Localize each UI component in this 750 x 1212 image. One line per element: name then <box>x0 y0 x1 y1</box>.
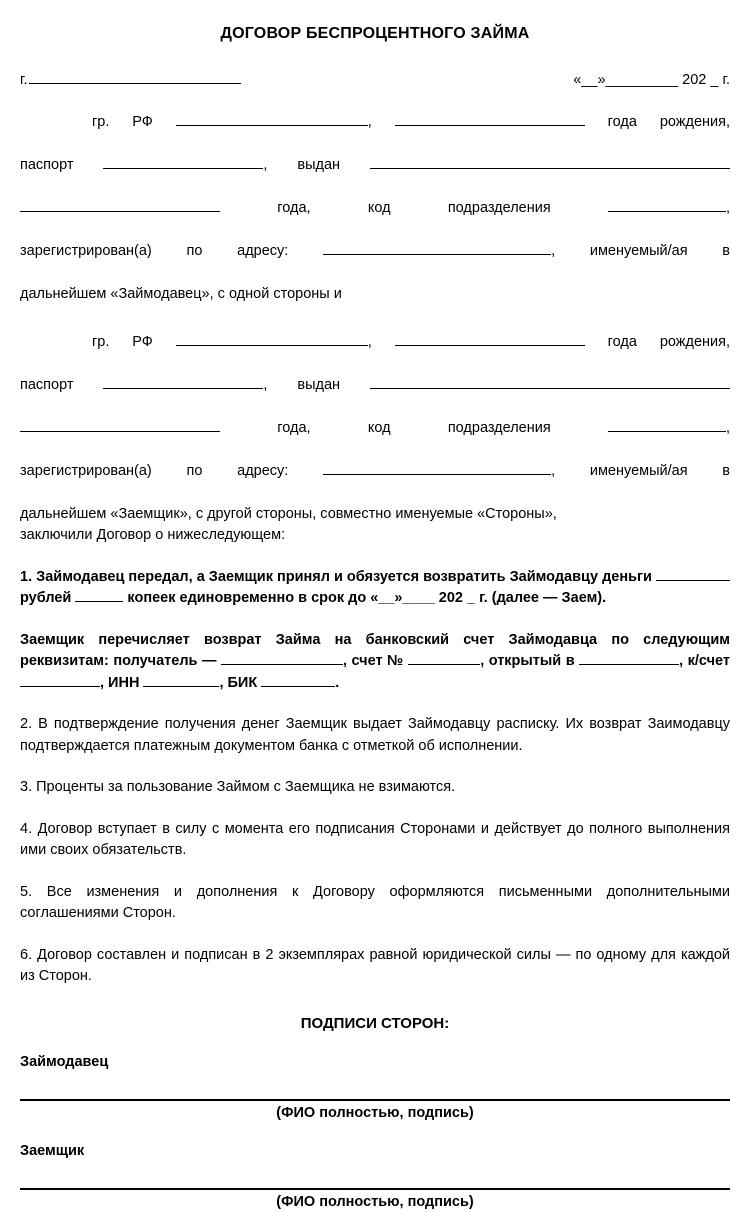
borrower-year-label: года, <box>277 419 311 436</box>
clause-1-kop-label: копеек <box>127 590 176 606</box>
bank-name-blank[interactable] <box>579 653 679 665</box>
bank-corr-account-blank[interactable] <box>20 675 100 687</box>
lender-name-line: гр. РФ , года рождения, <box>92 114 731 130</box>
lender-department-code-label: код подразделения <box>367 200 551 216</box>
borrower-passport-blank[interactable] <box>103 377 263 389</box>
clause-1-rub-label: рублей <box>20 590 72 606</box>
borrower-conclusion-line: заключили Договор о нижеследующем: <box>20 527 286 543</box>
borrower-issuer-blank[interactable] <box>370 377 730 389</box>
bank-recipient-label: реквизитам: получатель — <box>20 653 217 669</box>
page-title: ДОГОВОР БЕСПРОЦЕНТНОГО ЗАЙМА <box>220 25 530 42</box>
place-label: г. <box>20 72 28 88</box>
bank-recipient-blank[interactable] <box>221 653 343 665</box>
signature-borrower-label: Заемщик <box>20 1142 85 1159</box>
clause-4: 4. Договор вступает в силу с момента его подписания Сторонами и действует до полного выполнения ими своих обязательств. <box>20 820 730 858</box>
borrower-passport-label: паспорт <box>20 376 74 393</box>
borrower-passport-line: паспорт , выдан <box>20 375 730 418</box>
lender-passport-line: паспорт , выдан <box>20 155 730 198</box>
borrower-issued-label: выдан <box>297 376 341 393</box>
lender-year-label: года, <box>277 200 311 216</box>
loan-kopeks-blank[interactable] <box>75 590 123 602</box>
borrower-department-code-blank[interactable] <box>608 420 726 432</box>
borrower-citizen-prefix: гр. РФ <box>92 333 153 350</box>
lender-department-code-blank[interactable] <box>608 200 726 212</box>
loan-rubles-blank[interactable] <box>656 569 730 581</box>
bank-bik-blank[interactable] <box>261 675 335 687</box>
borrower-fullname-blank[interactable] <box>176 334 368 346</box>
lender-birth-suffix: года рождения, <box>607 114 731 130</box>
borrower-name-line: гр. РФ , года рождения, <box>92 333 731 350</box>
lender-registered-label: зарегистрирован(а) по адресу: <box>20 243 289 259</box>
borrower-birthdate-blank[interactable] <box>395 334 585 346</box>
header-row <box>20 70 730 90</box>
lender-code-line: года, код подразделения , <box>20 198 730 241</box>
bank-account-blank[interactable] <box>408 653 480 665</box>
borrower-details-block <box>20 332 730 547</box>
borrower-address-line: зарегистрирован(а) по адресу: , именуемый/ая в <box>20 462 731 479</box>
clause-bank-details: Заемщик перечисляет возврат Займа на банковский счет Займодавца по следующим реквизитам: получатель — , счет № , открытый в , к/счет , ИНН , БИК . <box>20 631 731 691</box>
bank-intro: Заемщик перечисляет возврат Займа на банковский счет Займодавца по следующим <box>20 631 730 648</box>
clause-2: 2. В подтверждение получения денег Заемщик выдает Займодавцу расписку. Их возврат Заимодавцу подтверждается платежным документом банка с отметкой об исполнении. <box>20 716 730 754</box>
borrower-role-line: дальнейшем «Заемщик», с другой стороны, совместно именуемые «Стороны», <box>20 505 557 522</box>
clause-1-money-label: деньги <box>602 568 652 585</box>
clause-1-intro: 1. Займодавец передал, а Заемщик принял и обязуется возвратить Займодавцу <box>20 568 599 585</box>
lender-address-line: зарегистрирован(а) по адресу: , именуемый/ая в <box>20 243 731 259</box>
lender-named-label: именуемый/ая в <box>589 243 731 259</box>
borrower-named-label: именуемый/ая в <box>589 462 731 479</box>
clause-1-term-label: единовременно в срок до <box>179 590 367 606</box>
borrower-code-line: года, код подразделения , <box>20 418 730 461</box>
lender-fullname-blank[interactable] <box>176 114 368 126</box>
clause-6: 6. Договор составлен и подписан в 2 экземплярах равной юридической силы — по одному для каждой из Сторон. <box>20 946 730 984</box>
lender-role-line: дальнейшем «Займодавец», с одной стороны и <box>20 286 342 302</box>
lender-details-block <box>20 112 730 306</box>
borrower-birth-suffix: года рождения, <box>607 333 731 350</box>
bank-bik-label: , БИК <box>219 674 258 691</box>
bank-open-label: , открытый в <box>480 653 575 669</box>
borrower-address-blank[interactable] <box>323 463 551 475</box>
borrower-department-code-label: код подразделения <box>367 419 551 436</box>
lender-passport-blank[interactable] <box>103 157 263 169</box>
borrower-issue-year-blank[interactable] <box>20 420 220 432</box>
bank-account-label: , счет № <box>342 653 404 669</box>
lender-passport-label: паспорт <box>20 157 74 173</box>
clause-1-tail: (далее — Заем). <box>491 590 607 606</box>
lender-issued-label: выдан <box>297 157 341 173</box>
clause-5: 5. Все изменения и дополнения к Договору оформляются письменными дополнительными соглашениями Сторон. <box>20 883 730 921</box>
bank-end-period: . <box>335 674 340 691</box>
bank-inn-label: , ИНН <box>100 674 140 691</box>
bank-inn-blank[interactable] <box>143 675 219 687</box>
bank-corr-label: к/счет <box>687 653 731 669</box>
lender-issue-year-blank[interactable] <box>20 200 220 212</box>
lender-citizen-prefix: гр. РФ <box>92 114 153 130</box>
clause-1 <box>20 567 730 610</box>
date-field[interactable]: «__»_________ 202 _ г. <box>573 72 730 88</box>
signature-lender-label: Займодавец <box>20 1053 109 1070</box>
signature-borrower-line[interactable] <box>20 1188 730 1190</box>
signature-borrower-caption: (ФИО полностью, подпись) <box>276 1193 474 1210</box>
place-field <box>20 70 241 90</box>
loan-due-date[interactable]: «__»____ 202 _ г. <box>370 590 488 606</box>
lender-issuer-blank[interactable] <box>370 157 730 169</box>
borrower-registered-label: зарегистрирован(а) по адресу: <box>20 462 289 479</box>
clause-3: 3. Проценты за пользование Займом с Заемщика не взимаются. <box>20 779 456 795</box>
signatures-heading: ПОДПИСИ СТОРОН: <box>300 1014 450 1032</box>
signature-lender-caption: (ФИО полностью, подпись) <box>276 1104 474 1121</box>
signature-lender-line[interactable] <box>20 1099 730 1101</box>
place-blank-rule[interactable] <box>29 71 241 84</box>
lender-birthdate-blank[interactable] <box>395 114 585 126</box>
lender-address-blank[interactable] <box>323 243 551 255</box>
